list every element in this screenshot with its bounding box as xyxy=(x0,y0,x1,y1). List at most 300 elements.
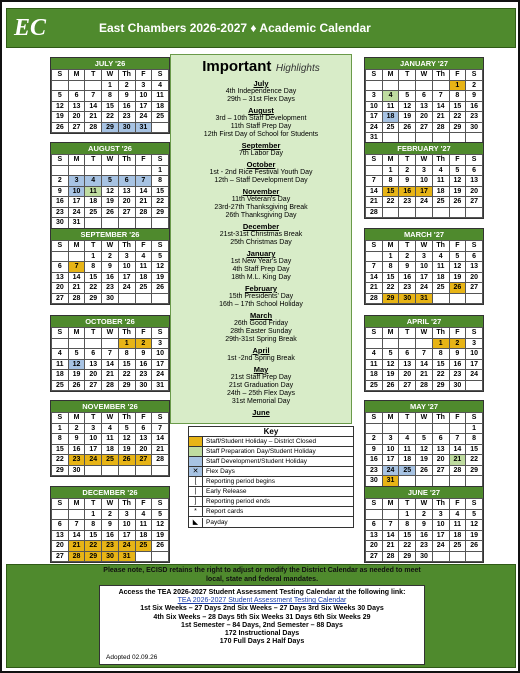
day-cell: 12 xyxy=(416,444,433,455)
month-calendar-apr xyxy=(364,315,484,392)
weekday-header: S xyxy=(466,328,483,339)
day-cell xyxy=(399,476,416,487)
day-cell xyxy=(135,165,152,176)
day-cell xyxy=(68,251,85,262)
day-cell: 17 xyxy=(366,112,383,123)
day-cell: 19 xyxy=(52,112,69,123)
key-row xyxy=(189,497,353,507)
day-cell: 10 xyxy=(118,262,135,273)
day-cell: 12 xyxy=(152,520,169,531)
day-cell: 3 xyxy=(118,509,135,520)
day-cell: 2 xyxy=(466,80,483,91)
calendar-key xyxy=(188,426,354,528)
weekday-header: F xyxy=(449,499,466,510)
day-cell: 2 xyxy=(449,338,466,349)
day-cell: 26 xyxy=(466,541,483,552)
day-cell: 28 xyxy=(432,122,449,133)
day-cell: 18 xyxy=(366,370,383,381)
day-cell: 23 xyxy=(102,541,119,552)
day-cell: 9 xyxy=(52,186,69,197)
highlight-item: 11th Staff Prep Day xyxy=(230,123,292,130)
day-cell: 17 xyxy=(466,359,483,370)
key-swatch xyxy=(189,447,203,456)
page-title: East Chambers 2026-2027 ♦ Academic Calendar xyxy=(99,21,371,35)
day-cell: 19 xyxy=(416,455,433,466)
day-cell: 29 xyxy=(382,293,399,304)
day-cell: 24 xyxy=(416,197,433,208)
day-cell xyxy=(102,165,119,176)
key-swatch: ◣ xyxy=(189,518,203,527)
day-cell: 25 xyxy=(102,455,119,466)
day-cell: 23 xyxy=(135,370,152,381)
day-cell: 13 xyxy=(466,176,483,187)
day-cell: 20 xyxy=(399,370,416,381)
day-cell: 30 xyxy=(135,380,152,391)
day-cell: 7 xyxy=(85,91,102,102)
day-cell xyxy=(152,551,169,562)
weekday-header: Th xyxy=(432,499,449,510)
day-cell: 30 xyxy=(416,551,433,562)
day-cell xyxy=(466,293,483,304)
day-cell xyxy=(85,465,102,476)
day-cell: 12 xyxy=(382,359,399,370)
day-cell: 18 xyxy=(382,112,399,123)
day-cell: 24 xyxy=(416,283,433,294)
weekday-header: F xyxy=(135,70,152,81)
weekday-header: M xyxy=(382,499,399,510)
day-cell: 21 xyxy=(449,455,466,466)
day-cell: 23 xyxy=(102,283,119,294)
key-row xyxy=(189,437,353,447)
day-cell: 26 xyxy=(152,283,169,294)
day-cell: 25 xyxy=(135,541,152,552)
weekday-header: W xyxy=(416,413,433,424)
assessment-calendar-link[interactable]: TEA 2026-2027 Student Assessment Testing Calendar xyxy=(177,597,347,605)
weekday-header: F xyxy=(449,155,466,166)
day-cell: 1 xyxy=(432,338,449,349)
day-cell xyxy=(432,80,449,91)
day-cell xyxy=(432,293,449,304)
day-cell: 31 xyxy=(135,122,152,133)
day-cell: 8 xyxy=(432,349,449,360)
weekday-header: F xyxy=(135,499,152,510)
day-cell: 2 xyxy=(416,509,433,520)
day-cell: 20 xyxy=(416,112,433,123)
day-cell: 28 xyxy=(366,293,383,304)
day-cell: 31 xyxy=(366,133,383,144)
weekday-header: F xyxy=(449,70,466,81)
day-cell: 9 xyxy=(102,520,119,531)
month-label: OCTOBER '26 xyxy=(51,316,169,327)
day-cell: 8 xyxy=(102,91,119,102)
weekday-header: S xyxy=(466,155,483,166)
day-cell: 20 xyxy=(466,272,483,283)
day-cell: 12 xyxy=(68,359,85,370)
weekday-header: W xyxy=(102,155,119,166)
day-cell: 29 xyxy=(102,122,119,133)
day-cell: 19 xyxy=(118,444,135,455)
day-cell: 11 xyxy=(449,520,466,531)
day-cell: 9 xyxy=(399,176,416,187)
weekday-header: T xyxy=(85,328,102,339)
day-cell: 24 xyxy=(382,465,399,476)
day-cell: 7 xyxy=(382,520,399,531)
weekday-header: M xyxy=(382,70,399,81)
key-swatch: ] xyxy=(189,497,203,506)
day-cell xyxy=(466,476,483,487)
highlight-month: September xyxy=(241,141,281,150)
day-cell: 2 xyxy=(102,509,119,520)
day-cell: 1 xyxy=(85,251,102,262)
day-cell: 29 xyxy=(118,380,135,391)
weekday-header: Th xyxy=(432,328,449,339)
day-cell: 11 xyxy=(366,359,383,370)
day-cell: 19 xyxy=(68,370,85,381)
day-cell: 10 xyxy=(416,262,433,273)
day-cell: 17 xyxy=(118,530,135,541)
day-cell: 29 xyxy=(399,551,416,562)
ec-logo: EC xyxy=(13,15,46,41)
weekday-header: M xyxy=(382,155,399,166)
day-cell xyxy=(102,338,119,349)
day-cell xyxy=(68,80,85,91)
weekday-header: W xyxy=(102,499,119,510)
day-cell xyxy=(366,509,383,520)
day-cell: 1 xyxy=(118,338,135,349)
day-cell: 17 xyxy=(135,101,152,112)
day-cell: 29 xyxy=(85,551,102,562)
day-cell: 25 xyxy=(366,380,383,391)
day-cell: 23 xyxy=(399,197,416,208)
day-cell: 29 xyxy=(466,465,483,476)
day-cell: 16 xyxy=(102,272,119,283)
adopted-date: Adopted 02.09.26 xyxy=(106,654,158,661)
day-cell: 26 xyxy=(382,380,399,391)
day-cell: 2 xyxy=(102,251,119,262)
key-swatch: [ xyxy=(189,477,203,486)
day-cell: 3 xyxy=(135,80,152,91)
day-cell: 3 xyxy=(466,338,483,349)
weekday-header: S xyxy=(366,413,383,424)
day-cell: 22 xyxy=(466,455,483,466)
weekday-header: M xyxy=(68,70,85,81)
day-cell: 3 xyxy=(416,165,433,176)
highlight-item: 21st Graduation Day xyxy=(228,382,294,389)
day-cell: 25 xyxy=(152,112,169,123)
weekday-header: S xyxy=(466,499,483,510)
day-cell: 29 xyxy=(52,465,69,476)
weekday-header: F xyxy=(135,328,152,339)
day-cell: 15 xyxy=(52,444,69,455)
day-cell: 1 xyxy=(85,509,102,520)
highlight-item: 1st New Year's Day xyxy=(230,258,292,265)
day-cell: 18 xyxy=(152,101,169,112)
key-label: Staff Development/Student Holiday xyxy=(206,458,308,465)
weekday-header: S xyxy=(466,70,483,81)
day-cell: 11 xyxy=(382,101,399,112)
day-cell: 3 xyxy=(68,176,85,187)
key-label: Reporting period ends xyxy=(206,498,270,505)
day-cell: 26 xyxy=(102,207,119,218)
weekday-header: Th xyxy=(118,241,135,252)
highlight-month: August xyxy=(248,106,274,115)
day-cell: 14 xyxy=(102,359,119,370)
day-cell: 9 xyxy=(135,349,152,360)
day-cell: 17 xyxy=(416,186,433,197)
day-cell xyxy=(449,476,466,487)
weekday-header: T xyxy=(85,155,102,166)
day-cell: 8 xyxy=(449,91,466,102)
day-cell: 21 xyxy=(366,197,383,208)
day-cell: 26 xyxy=(416,465,433,476)
highlight-item: 12th First Day of School for Students xyxy=(203,131,319,138)
day-cell: 19 xyxy=(382,370,399,381)
day-cell: 5 xyxy=(399,91,416,102)
key-row xyxy=(189,447,353,457)
day-cell: 8 xyxy=(85,262,102,273)
day-cell: 20 xyxy=(52,541,69,552)
weekday-header: T xyxy=(85,70,102,81)
day-cell xyxy=(135,551,152,562)
highlight-item: 1st - 2nd Rice Festival Youth Day xyxy=(209,169,313,176)
day-cell: 20 xyxy=(52,283,69,294)
day-cell: 24 xyxy=(152,370,169,381)
day-cell: 29 xyxy=(432,380,449,391)
day-cell: 30 xyxy=(466,122,483,133)
day-cell: 20 xyxy=(432,455,449,466)
weekday-header: W xyxy=(102,328,119,339)
day-cell xyxy=(102,218,119,229)
day-cell: 6 xyxy=(366,520,383,531)
day-cell: 30 xyxy=(118,122,135,133)
day-cell: 25 xyxy=(382,122,399,133)
day-cell: 5 xyxy=(152,251,169,262)
day-cell: 2 xyxy=(52,176,69,187)
highlight-month: December xyxy=(242,222,280,231)
highlight-item: 21st Staff Prep Day xyxy=(230,374,292,381)
day-cell: 7 xyxy=(432,91,449,102)
day-cell: 4 xyxy=(102,423,119,434)
weekday-header: W xyxy=(102,413,119,424)
day-cell xyxy=(466,207,483,218)
day-cell: 11 xyxy=(102,434,119,445)
weekday-header: S xyxy=(466,413,483,424)
day-cell: 6 xyxy=(399,349,416,360)
highlight-item: 16th – 17th School Holiday xyxy=(219,301,303,308)
day-cell: 14 xyxy=(152,434,169,445)
day-cell: 21 xyxy=(382,541,399,552)
day-cell: 8 xyxy=(85,520,102,531)
day-cell xyxy=(449,423,466,434)
month-calendar-jul xyxy=(50,57,170,134)
weekday-header: W xyxy=(102,241,119,252)
day-cell: 21 xyxy=(68,541,85,552)
day-cell: 14 xyxy=(416,359,433,370)
day-cell: 27 xyxy=(135,455,152,466)
info-line: 170 Full Days 2 Half Days xyxy=(219,638,305,646)
day-cell: 7 xyxy=(68,262,85,273)
day-cell: 31 xyxy=(68,218,85,229)
day-cell: 16 xyxy=(399,186,416,197)
weekday-header: S xyxy=(366,499,383,510)
day-cell: 29 xyxy=(449,122,466,133)
day-cell: 16 xyxy=(52,197,69,208)
day-cell: 20 xyxy=(85,370,102,381)
day-cell: 6 xyxy=(432,434,449,445)
weekday-header: S xyxy=(52,499,69,510)
weekday-header: M xyxy=(382,413,399,424)
day-cell: 4 xyxy=(152,80,169,91)
day-cell: 24 xyxy=(118,541,135,552)
day-cell: 25 xyxy=(449,541,466,552)
day-cell: 2 xyxy=(135,338,152,349)
key-row xyxy=(189,457,353,467)
day-cell: 18 xyxy=(449,530,466,541)
key-row xyxy=(189,507,353,517)
day-cell xyxy=(85,338,102,349)
month-calendar-oct xyxy=(50,315,170,392)
day-cell: 13 xyxy=(68,101,85,112)
day-cell: 26 xyxy=(152,541,169,552)
day-cell: 2 xyxy=(68,423,85,434)
day-cell: 10 xyxy=(85,434,102,445)
day-cell: 27 xyxy=(52,551,69,562)
day-cell: 16 xyxy=(366,455,383,466)
day-cell: 28 xyxy=(102,380,119,391)
day-cell: 23 xyxy=(399,283,416,294)
month-label: JANUARY '27 xyxy=(365,58,483,69)
weekday-header: T xyxy=(85,413,102,424)
weekday-header: M xyxy=(68,413,85,424)
day-cell: 22 xyxy=(432,370,449,381)
weekday-header: M xyxy=(382,328,399,339)
key-swatch: * xyxy=(189,507,203,516)
day-cell: 28 xyxy=(416,380,433,391)
key-label: Report cards xyxy=(206,508,244,515)
day-cell: 17 xyxy=(85,444,102,455)
day-cell: 22 xyxy=(85,541,102,552)
month-label: JUNE '27 xyxy=(365,487,483,498)
weekday-header: W xyxy=(102,70,119,81)
highlight-month: February xyxy=(244,284,278,293)
weekday-header: Th xyxy=(432,155,449,166)
day-cell xyxy=(466,380,483,391)
day-cell: 24 xyxy=(68,207,85,218)
day-cell xyxy=(52,80,69,91)
weekday-header: S xyxy=(466,241,483,252)
highlight-item: 4th Independence Day xyxy=(225,88,297,95)
weekday-header: F xyxy=(135,155,152,166)
day-cell: 12 xyxy=(466,520,483,531)
highlight-item: 1st -2nd Spring Break xyxy=(227,355,295,362)
highlight-month: November xyxy=(242,187,280,196)
day-cell xyxy=(416,423,433,434)
day-cell: 14 xyxy=(68,530,85,541)
day-cell: 19 xyxy=(449,272,466,283)
day-cell: 18 xyxy=(399,455,416,466)
day-cell: 5 xyxy=(449,165,466,176)
bottom-banner xyxy=(6,564,516,668)
day-cell: 14 xyxy=(68,272,85,283)
month-calendar-aug xyxy=(50,142,170,230)
day-cell: 30 xyxy=(102,293,119,304)
day-cell: 31 xyxy=(416,293,433,304)
day-cell: 13 xyxy=(366,530,383,541)
day-cell: 27 xyxy=(466,197,483,208)
day-cell: 26 xyxy=(68,380,85,391)
day-cell: 26 xyxy=(449,197,466,208)
day-cell: 25 xyxy=(399,465,416,476)
weekday-header: F xyxy=(449,241,466,252)
month-label: NOVEMBER '26 xyxy=(51,401,169,412)
day-cell: 9 xyxy=(68,434,85,445)
day-cell: 9 xyxy=(118,91,135,102)
highlight-month: January xyxy=(246,249,276,258)
day-cell: 29 xyxy=(85,293,102,304)
day-cell: 20 xyxy=(135,444,152,455)
day-cell: 22 xyxy=(102,112,119,123)
key-swatch xyxy=(189,457,203,466)
day-cell: 7 xyxy=(152,423,169,434)
day-cell: 8 xyxy=(382,176,399,187)
weekday-header: Th xyxy=(118,70,135,81)
day-cell: 8 xyxy=(382,262,399,273)
day-cell xyxy=(432,207,449,218)
day-cell xyxy=(118,465,135,476)
highlight-month: July xyxy=(253,79,269,88)
day-cell: 28 xyxy=(449,465,466,476)
weekday-header: S xyxy=(152,241,169,252)
day-cell: 10 xyxy=(382,444,399,455)
month-calendar-may xyxy=(364,400,484,488)
day-cell: 22 xyxy=(449,112,466,123)
day-cell: 21 xyxy=(366,283,383,294)
info-line: 4th Six Weeks – 28 Days 5th Six Weeks 31 Days 6th Six Weeks 29 xyxy=(153,613,371,621)
weekday-header: T xyxy=(399,413,416,424)
day-cell: 9 xyxy=(102,262,119,273)
highlight-item: 7th Labor Day xyxy=(239,150,283,157)
highlight-item: 11th Veteran's Day xyxy=(231,196,291,203)
day-cell: 20 xyxy=(68,112,85,123)
day-cell: 20 xyxy=(118,197,135,208)
highlight-item: 15th Presidents' Day xyxy=(228,293,294,300)
day-cell: 4 xyxy=(366,349,383,360)
key-swatch: | xyxy=(189,487,203,496)
day-cell: 30 xyxy=(52,218,69,229)
day-cell: 11 xyxy=(399,444,416,455)
day-cell: 1 xyxy=(382,251,399,262)
day-cell: 2 xyxy=(399,251,416,262)
day-cell: 15 xyxy=(152,186,169,197)
day-cell: 12 xyxy=(118,434,135,445)
day-cell: 10 xyxy=(68,186,85,197)
day-cell: 8 xyxy=(466,434,483,445)
day-cell xyxy=(449,551,466,562)
day-cell: 14 xyxy=(366,272,383,283)
day-cell xyxy=(432,551,449,562)
day-cell: 13 xyxy=(118,186,135,197)
weekday-header: S xyxy=(152,328,169,339)
weekday-header: S xyxy=(152,499,169,510)
day-cell: 17 xyxy=(68,197,85,208)
day-cell: 31 xyxy=(382,476,399,487)
day-cell: 22 xyxy=(85,283,102,294)
day-cell: 6 xyxy=(85,349,102,360)
day-cell: 24 xyxy=(118,283,135,294)
day-cell: 7 xyxy=(449,434,466,445)
day-cell: 11 xyxy=(135,520,152,531)
day-cell: 15 xyxy=(449,101,466,112)
